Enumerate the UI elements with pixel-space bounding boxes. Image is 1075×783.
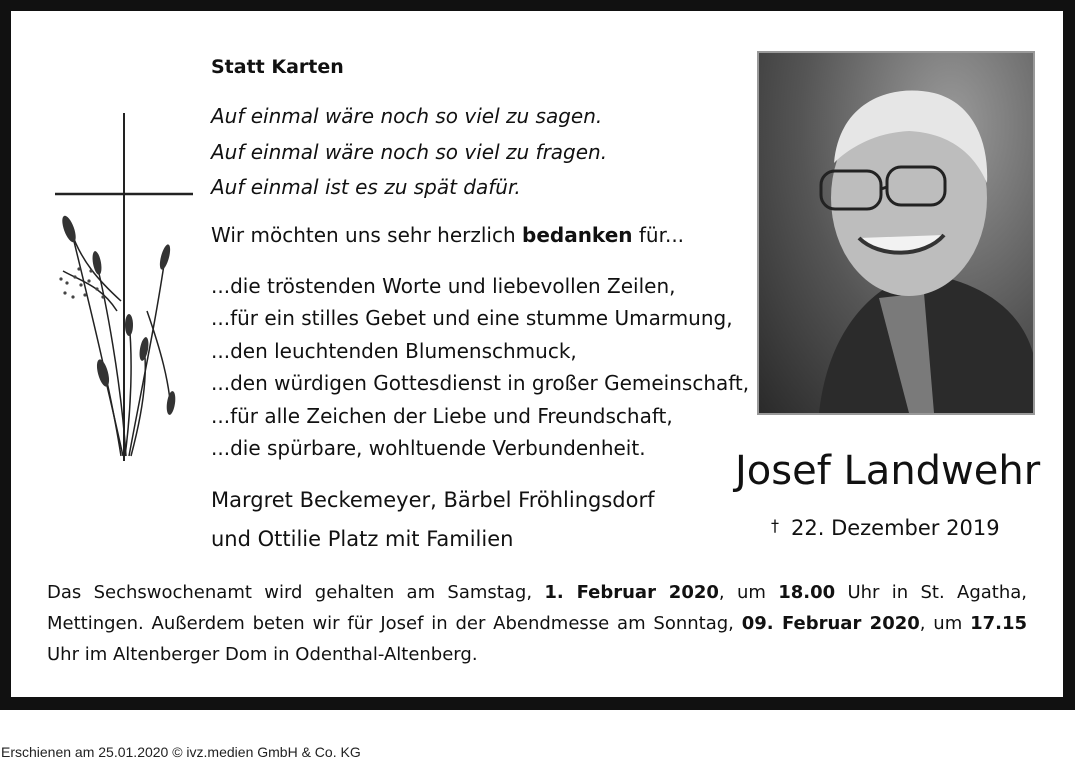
heading: Statt Karten: [211, 56, 344, 78]
service-notice: Das Sechswochenamt wird gehalten am Samstag, 1. Februar 2020, um 18.00 Uhr in St. Agatha, Mettingen. Außerdem beten wir für Josef in der Abendmesse am Sonntag, 09. Februar 2020, um 17.15 Uhr im Altenberger Dom in Odenthal-Altenberg.: [47, 582, 1027, 665]
poem-line: Auf einmal ist es zu spät dafür.: [211, 175, 521, 199]
poem: [211, 99, 607, 206]
thanks-line: Wir möchten uns sehr herzlich bedanken für...: [211, 223, 685, 247]
signer-line: und Ottilie Platz mit Familien: [211, 527, 514, 551]
dagger-icon: †: [771, 516, 779, 535]
gratitude-list: [211, 270, 749, 464]
list-item: ...für alle Zeichen der Liebe und Freundschaft,: [211, 403, 673, 428]
poem-line: Auf einmal wäre noch so viel zu sagen.: [211, 104, 603, 128]
signers: [211, 481, 655, 559]
death-date: † 22. Dezember 2019: [771, 516, 1000, 540]
list-item: ...den leuchtenden Blumenschmuck,: [211, 338, 577, 363]
list-item: ...die tröstenden Worte und liebevollen Zeilen,: [211, 274, 676, 298]
obituary-card: [11, 11, 1063, 697]
portrait-photo: [757, 51, 1035, 415]
list-item: ...die spürbare, wohltuende Verbundenheit.: [211, 436, 646, 461]
publication-footer: Erschienen am 25.01.2020 © ivz.medien GmbH & Co. KG: [1, 744, 361, 760]
signer-line: Margret Beckemeyer, Bärbel Fröhlingsdorf: [211, 488, 655, 512]
list-item: ...den würdigen Gottesdienst in großer Gemeinschaft,: [211, 371, 750, 396]
list-item: ...für ein stilles Gebet und eine stumme Umarmung,: [211, 306, 733, 331]
deceased-name: Josef Landwehr: [735, 448, 1041, 494]
poem-line: Auf einmal wäre noch so viel zu fragen.: [211, 139, 608, 164]
cross-wheat-icon: [51, 111, 201, 471]
portrait-figure-icon: [759, 53, 1033, 413]
